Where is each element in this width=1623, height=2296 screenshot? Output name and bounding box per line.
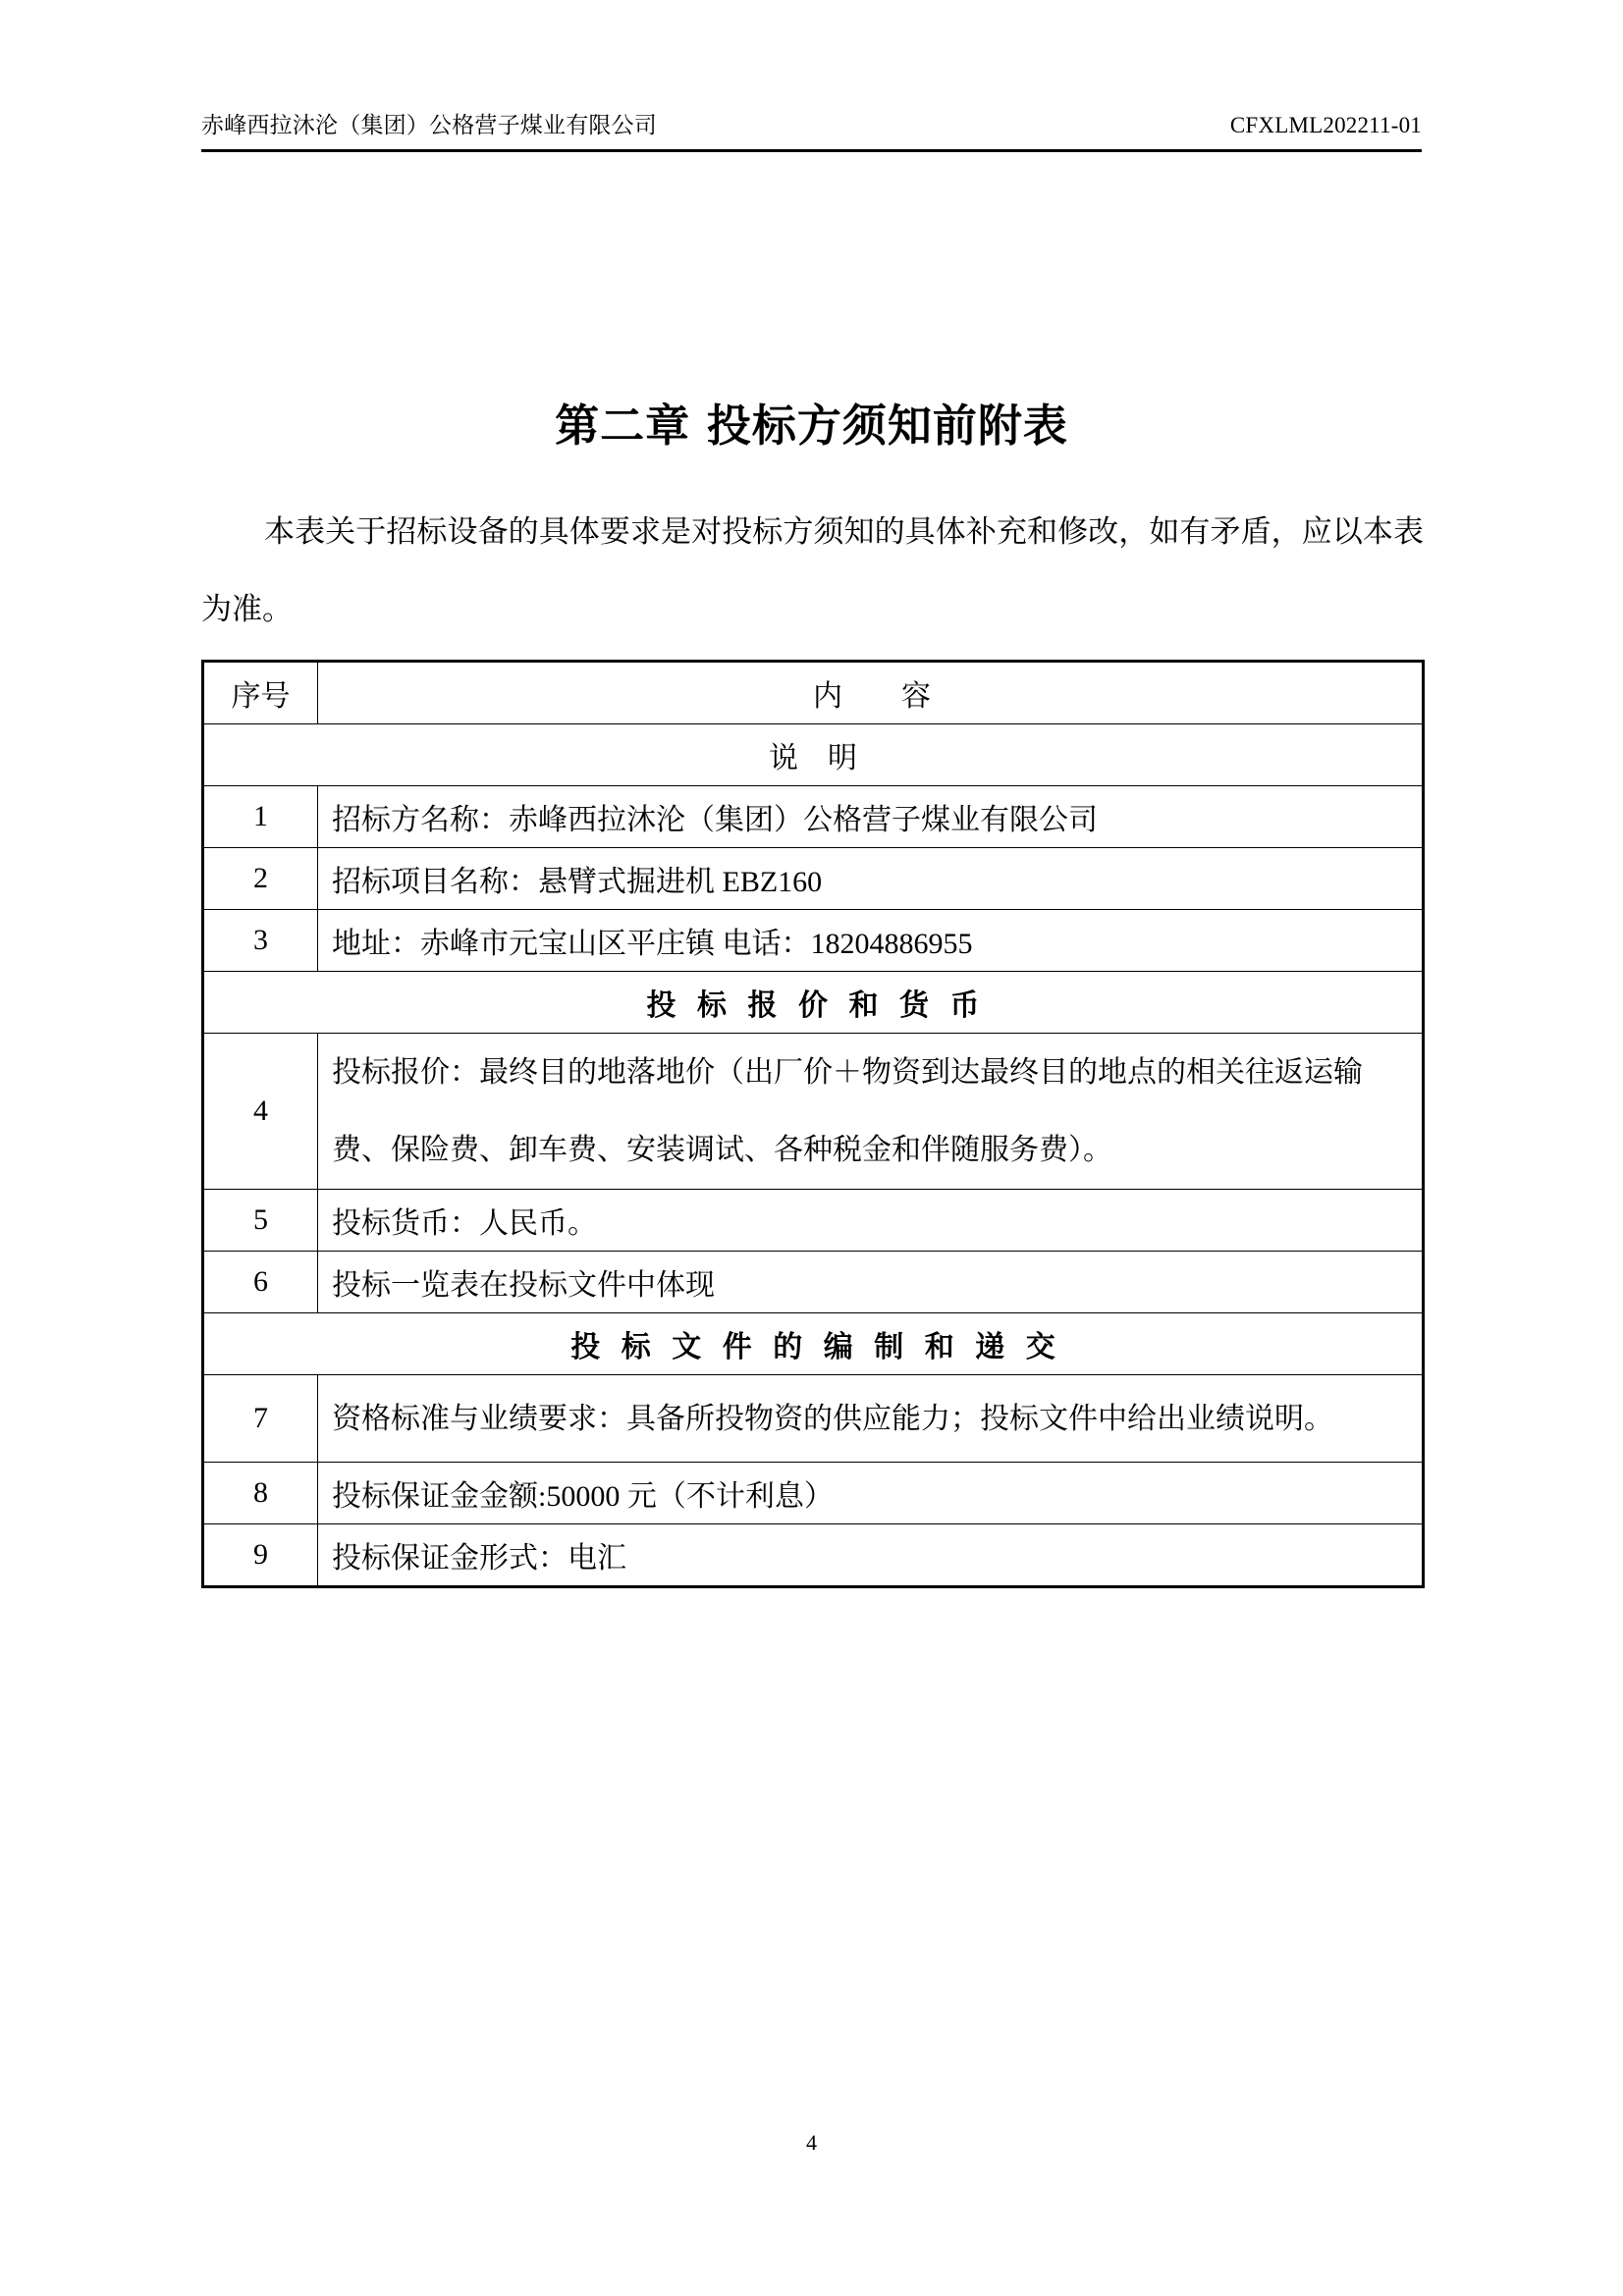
row-number-cell: 4 [203, 1034, 318, 1190]
row-number-cell: 3 [203, 910, 318, 972]
header-document-code: CFXLML202211-01 [1229, 113, 1422, 137]
row-content-cell: 投标一览表在投标文件中体现 [318, 1252, 1424, 1313]
column-header-content: 内 容 [318, 662, 1424, 724]
table-body [203, 662, 1424, 1587]
row-number-cell: 6 [203, 1252, 318, 1313]
intro-paragraph: 本表关于招标设备的具体要求是对投标方须知的具体补充和修改，如有矛盾，应以本表为准。 [201, 514, 1424, 626]
table-row [203, 786, 1424, 848]
row-number-cell: 8 [203, 1463, 318, 1524]
running-header [201, 110, 1422, 141]
column-header-no: 序号 [203, 662, 318, 724]
row-number-cell: 1 [203, 786, 318, 848]
table-row [203, 1524, 1424, 1587]
page-number: 4 [806, 2130, 817, 2155]
row-content-cell: 招标项目名称：悬臂式掘进机 EBZ160 [318, 848, 1424, 910]
row-number-cell: 2 [203, 848, 318, 910]
row-content-cell: 投标保证金金额:50000 元（不计利息） [318, 1463, 1424, 1524]
table-section-label: 投 标 文 件 的 编 制 和 递 交 [203, 1313, 1424, 1375]
page-title: 第二章 投标方须知前附表 [555, 400, 1068, 452]
header-company-name: 赤峰西拉沐沦（集团）公格营子煤业有限公司 [201, 113, 657, 137]
table-header-row [203, 662, 1424, 724]
table-row [203, 1190, 1424, 1252]
row-number-cell: 5 [203, 1190, 318, 1252]
table-row [203, 1375, 1424, 1463]
row-number-cell: 7 [203, 1375, 318, 1463]
table-row [203, 848, 1424, 910]
table-section-row [203, 724, 1424, 786]
row-number-cell: 9 [203, 1524, 318, 1587]
table-section-row [203, 972, 1424, 1034]
row-content-cell: 资格标准与业绩要求：具备所投物资的供应能力；投标文件中给出业绩说明。 [318, 1375, 1424, 1463]
row-content-cell: 投标保证金形式：电汇 [318, 1524, 1424, 1587]
table-row [203, 1252, 1424, 1313]
row-content-cell: 地址：赤峰市元宝山区平庄镇 电话：18204886955 [318, 910, 1424, 972]
header-divider-rule [201, 149, 1422, 152]
table-section-label: 投 标 报 价 和 货 币 [203, 972, 1424, 1034]
bid-notice-attachment-table [201, 660, 1425, 1588]
table-row [203, 1034, 1424, 1190]
row-content-cell: 招标方名称：赤峰西拉沐沦（集团）公格营子煤业有限公司 [318, 786, 1424, 848]
table-section-label: 说 明 [203, 724, 1424, 786]
table-section-row [203, 1313, 1424, 1375]
table-row [203, 1463, 1424, 1524]
row-content-cell: 投标货币：人民币。 [318, 1190, 1424, 1252]
table-row [203, 910, 1424, 972]
row-content-cell: 投标报价：最终目的地落地价（出厂价＋物资到达最终目的地点的相关往返运输费、保险费、卸车费、安装调试、各种税金和伴随服务费）。 [318, 1034, 1424, 1190]
